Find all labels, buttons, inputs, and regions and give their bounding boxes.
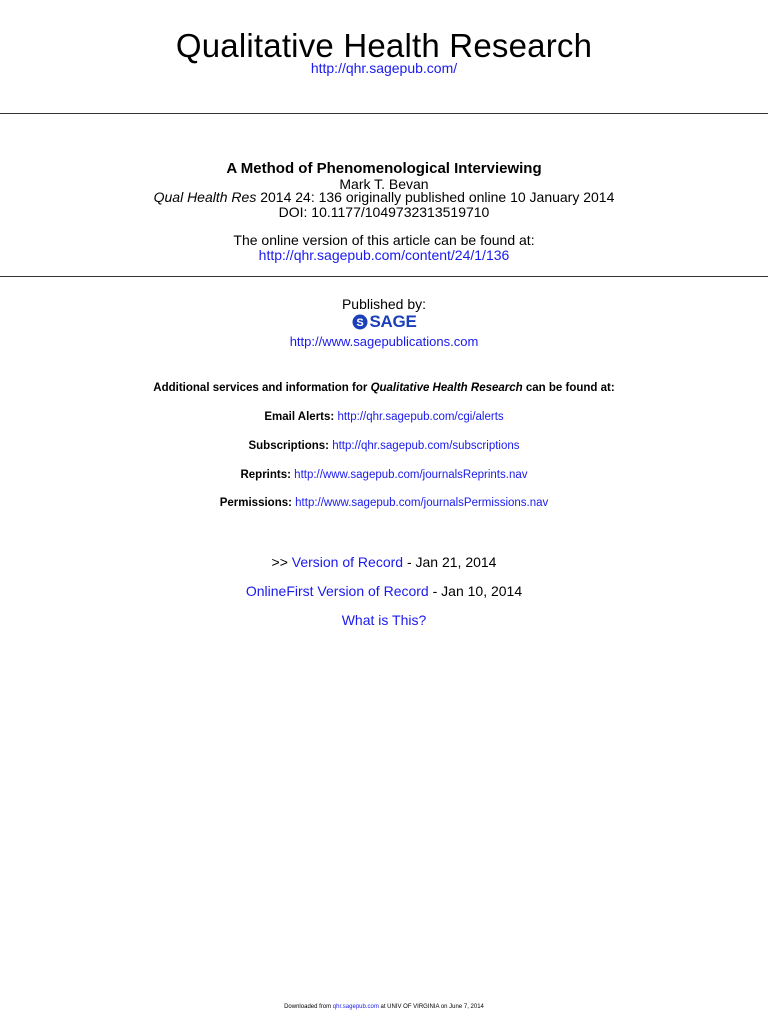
- online-version-url-line: [0, 247, 768, 263]
- journal-url-line: [0, 60, 768, 76]
- version-of-record-line: [0, 553, 768, 571]
- service-link-email-alerts[interactable]: http://qhr.sagepub.com/cgi/alerts: [337, 411, 504, 423]
- service-label: Permissions:: [219, 497, 292, 509]
- services-heading: [0, 381, 768, 396]
- onlinefirst-version-date: - Jan 10, 2014: [428, 583, 523, 599]
- footer-link[interactable]: qhr.sagepub.com: [332, 1004, 379, 1010]
- citation-journal: Qual Health Res: [153, 189, 257, 205]
- service-link-subscriptions[interactable]: http://qhr.sagepub.com/subscriptions: [332, 440, 520, 452]
- service-label: Subscriptions:: [248, 440, 329, 452]
- sage-logo-text: SAGE: [369, 312, 417, 331]
- online-version-link[interactable]: http://qhr.sagepub.com/content/24/1/136: [258, 247, 510, 263]
- top-divider: [0, 113, 768, 114]
- services-heading-journal: Qualitative Health Research: [370, 382, 523, 394]
- service-link-permissions[interactable]: http://www.sagepub.com/journalsPermissions.nav: [295, 497, 549, 509]
- online-version-note: The online version of this article can be found at:: [233, 232, 535, 248]
- service-label: Reprints:: [240, 469, 291, 481]
- service-permissions: [0, 496, 768, 511]
- sage-logo[interactable]: [0, 312, 768, 332]
- download-footer: [0, 1003, 768, 1011]
- article-citation: [0, 189, 768, 205]
- version-of-record-link[interactable]: Version of Record: [291, 554, 404, 570]
- journal-title: Qualitative Health Research: [175, 27, 593, 64]
- footer-post: at UNIV OF VIRGINIA on June 7, 2014: [378, 1004, 484, 1010]
- services-heading-post: can be found at:: [522, 382, 615, 394]
- what-is-this-line: [0, 611, 768, 629]
- version-of-record-date: - Jan 21, 2014: [403, 554, 497, 570]
- article-doi: DOI: 10.1177/1049732313519710: [278, 204, 490, 220]
- published-by-label: Published by:: [341, 296, 427, 312]
- service-link-reprints[interactable]: http://www.sagepub.com/journalsReprints.nav: [294, 469, 528, 481]
- onlinefirst-version-link[interactable]: OnlineFirst Version of Record: [245, 583, 429, 599]
- service-email-alerts: [0, 410, 768, 425]
- citation-details: 2014 24: 136 originally published online 10 January 2014: [256, 189, 615, 205]
- what-is-this-link[interactable]: What is This?: [341, 612, 427, 628]
- article-author: Mark T. Bevan: [339, 176, 429, 192]
- svg-text:S: S: [355, 317, 364, 329]
- middle-divider: [0, 276, 768, 277]
- service-subscriptions: [0, 439, 768, 454]
- article-title: A Method of Phenomenological Interviewing: [226, 160, 542, 177]
- publisher-url-link[interactable]: http://www.sagepublications.com: [289, 334, 479, 349]
- onlinefirst-version-line: [0, 582, 768, 600]
- service-reprints: [0, 468, 768, 483]
- publisher-url-line: [0, 334, 768, 350]
- version-prefix: >>: [271, 554, 292, 570]
- service-label: Email Alerts:: [264, 411, 335, 423]
- sage-logo-icon: [352, 314, 368, 330]
- services-heading-pre: Additional services and information for: [153, 382, 371, 394]
- journal-url-link[interactable]: http://qhr.sagepub.com/: [310, 60, 458, 76]
- footer-pre: Downloaded from: [284, 1004, 333, 1010]
